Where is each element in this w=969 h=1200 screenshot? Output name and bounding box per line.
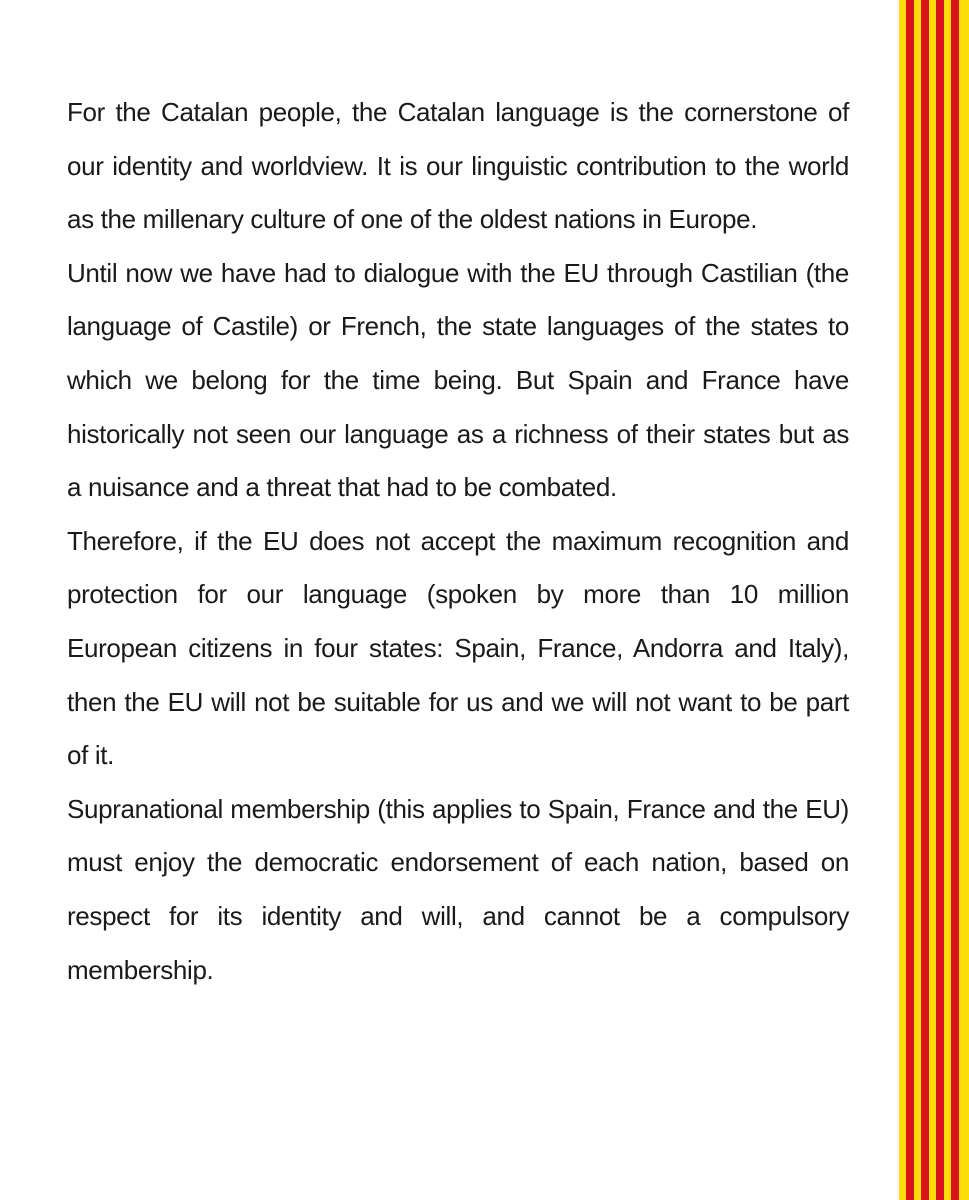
yellow-stripe <box>959 0 969 1200</box>
red-stripe <box>921 0 929 1200</box>
yellow-stripe <box>914 0 921 1200</box>
paragraph-catalan-identity: For the Catalan people, the Catalan language is the cornerstone of our identity and worldview. It is our linguistic contribution to the world as the millenary culture of one of the oldest nations in Europe. <box>67 97 849 235</box>
paragraph-supranational-membership: Supranational membership (this applies to Spain, France and the EU) must enjoy the democratic endorsement of each nation, based on respect for its identity and will, and cannot be a compulsory membership. <box>67 793 849 985</box>
red-stripe <box>951 0 959 1200</box>
senyera-flag-stripes <box>899 0 969 1200</box>
yellow-stripe <box>899 0 906 1200</box>
red-stripe <box>936 0 944 1200</box>
yellow-stripe <box>929 0 936 1200</box>
paragraph-dialogue-with-eu: Until now we have had to dialogue with the EU through Castilian (the language of Castile) or French, the state languages of the states to which we belong for the time being. But Spain and France have historically not seen our language as a richness of their states but as a nuisance and a threat that had to be combated. <box>67 257 849 503</box>
paragraph-eu-recognition: Therefore, if the EU does not accept the maximum recognition and protection for our language (spoken by more than 10 million European citizens in four states: Spain, France, Andorra and Italy), then the EU will not be suitable for us and we will not want to be part of it. <box>67 525 849 771</box>
text-column <box>67 86 849 997</box>
yellow-stripe <box>944 0 951 1200</box>
red-stripe <box>906 0 914 1200</box>
